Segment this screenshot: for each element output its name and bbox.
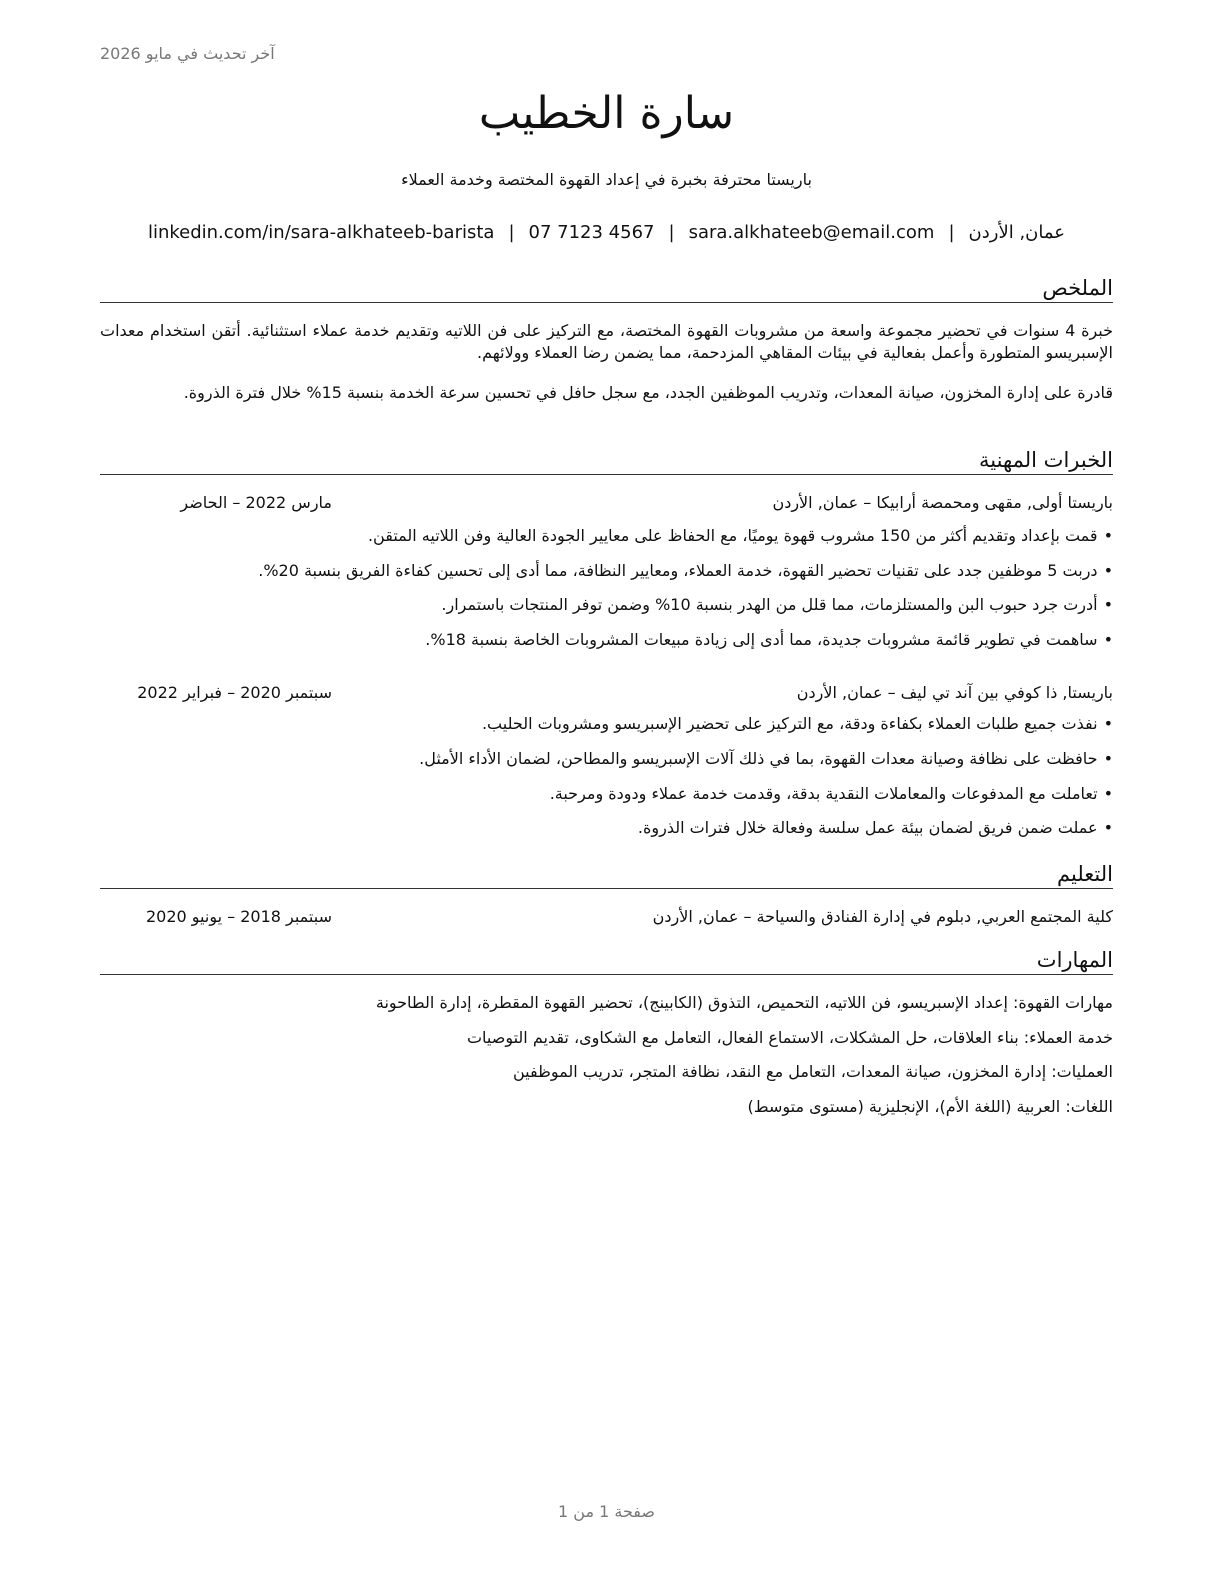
job-title: باريستا, ذا كوفي بين آند تي ليف – عمان, الأردن [796, 683, 1113, 702]
job-heading-row [100, 493, 1113, 517]
job-title: باريستا أولى, مقهى ومحمصة أرابيكا – عمان, الأردن [772, 493, 1113, 512]
summary-paragraph: خبرة 4 سنوات في تحضير مجموعة واسعة من مشروبات القهوة المختصة، مع التركيز على فن اللاتيه وتقديم خدمة عملاء استثنائية. أتقن استخدام معدات الإسبريسو المتطورة وأعمل بفعالية في بيئات المقاهي المزدحمة، مما يضمن رضا العملاء وولائهم. [100, 321, 1114, 362]
job-bullet: •نفذت جميع طلبات العملاء بكفاءة ودقة، مع التركيز على تحضير الإسبريسو ومشروبات الحليب. [481, 714, 1113, 733]
skill-line: خدمة العملاء: بناء العلاقات، حل المشكلات، الاستماع الفعال، التعامل مع الشكاوى، تقديم التوصيات [466, 1028, 1113, 1047]
job-dates: سبتمبر 2020 – فبراير 2022 [137, 683, 332, 702]
contact-line [100, 222, 1113, 243]
summary-paragraph: قادرة على إدارة المخزون، صيانة المعدات، وتدريب الموظفين الجدد، مع سجل حافل في تحسين سرعة الخدمة بنسبة 15% خلال فترة الذروة. [183, 383, 1113, 402]
education-heading: كلية المجتمع العربي, دبلوم في إدارة الفنادق والسياحة – عمان, الأردن [652, 907, 1113, 926]
education-row [100, 907, 1113, 931]
section-title-summary: الملخص [100, 276, 1113, 303]
contact-separator: | [668, 222, 675, 243]
candidate-name: سارة الخطيب [478, 88, 735, 139]
contact-linkedin[interactable]: linkedin.com/in/sara-alkhateeb-barista [147, 222, 495, 243]
job-bullet: •قمت بإعداد وتقديم أكثر من 150 مشروب قهوة يوميًا، مع الحفاظ على معايير الجودة العالية وفن اللاتيه المتقن. [367, 526, 1113, 545]
job-bullet: •ساهمت في تطوير قائمة مشروبات جديدة، مما أدى إلى زيادة مبيعات المشروبات الخاصة بنسبة 18%. [425, 630, 1113, 649]
page-number-footer: صفحة 1 من 1 [558, 1502, 655, 1521]
job-bullet: •تعاملت مع المدفوعات والمعاملات النقدية بدقة، وقدمت خدمة عملاء ودودة ومرحبة. [549, 784, 1113, 803]
job-dates: مارس 2022 – الحاضر [180, 493, 332, 512]
job-bullet: •أدرت جرد حبوب البن والمستلزمات، مما قلل من الهدر بنسبة 10% وضمن توفر المنتجات باستمرار. [441, 595, 1113, 614]
contact-email[interactable]: sara.alkhateeb@email.com [688, 222, 935, 243]
education-dates: سبتمبر 2018 – يونيو 2020 [145, 907, 332, 926]
contact-phone: 07 7123 4567 [528, 222, 655, 243]
job-bullet: •عملت ضمن فريق لضمان بيئة عمل سلسة وفعالة خلال فترات الذروة. [637, 818, 1113, 837]
candidate-headline: باريستا محترفة بخبرة في إعداد القهوة المختصة وخدمة العملاء [401, 170, 812, 189]
last-updated-note: آخر تحديث في مايو 2026 [100, 44, 275, 63]
contact-location: عمان, الأردن [968, 222, 1066, 243]
job-bullet: •حافظت على نظافة وصيانة معدات القهوة، بما في ذلك آلات الإسبريسو والمطاحن، لضمان الأداء الأمثل. [419, 749, 1113, 768]
contact-separator: | [948, 222, 955, 243]
job-heading-row [100, 683, 1113, 707]
skill-line: مهارات القهوة: إعداد الإسبريسو، فن اللاتيه، التحميص، التذوق (الكابينج)، تحضير القهوة المقطرة، إدارة الطاحونة [375, 993, 1113, 1012]
skill-line: اللغات: العربية (اللغة الأم)، الإنجليزية (مستوى متوسط) [747, 1097, 1113, 1116]
section-title-skills: المهارات [100, 948, 1113, 975]
section-title-education: التعليم [100, 862, 1113, 889]
job-bullet: •دربت 5 موظفين جدد على تقنيات تحضير القهوة، خدمة العملاء، ومعايير النظافة، مما أدى إلى تحسين كفاءة الفريق بنسبة 20%. [258, 561, 1113, 580]
section-title-experience: الخبرات المهنية [100, 448, 1113, 475]
skill-line: العمليات: إدارة المخزون، صيانة المعدات، التعامل مع النقد، نظافة المتجر، تدريب الموظفين [513, 1062, 1113, 1081]
contact-separator: | [508, 222, 515, 243]
resume-page [100, 0, 1113, 1584]
